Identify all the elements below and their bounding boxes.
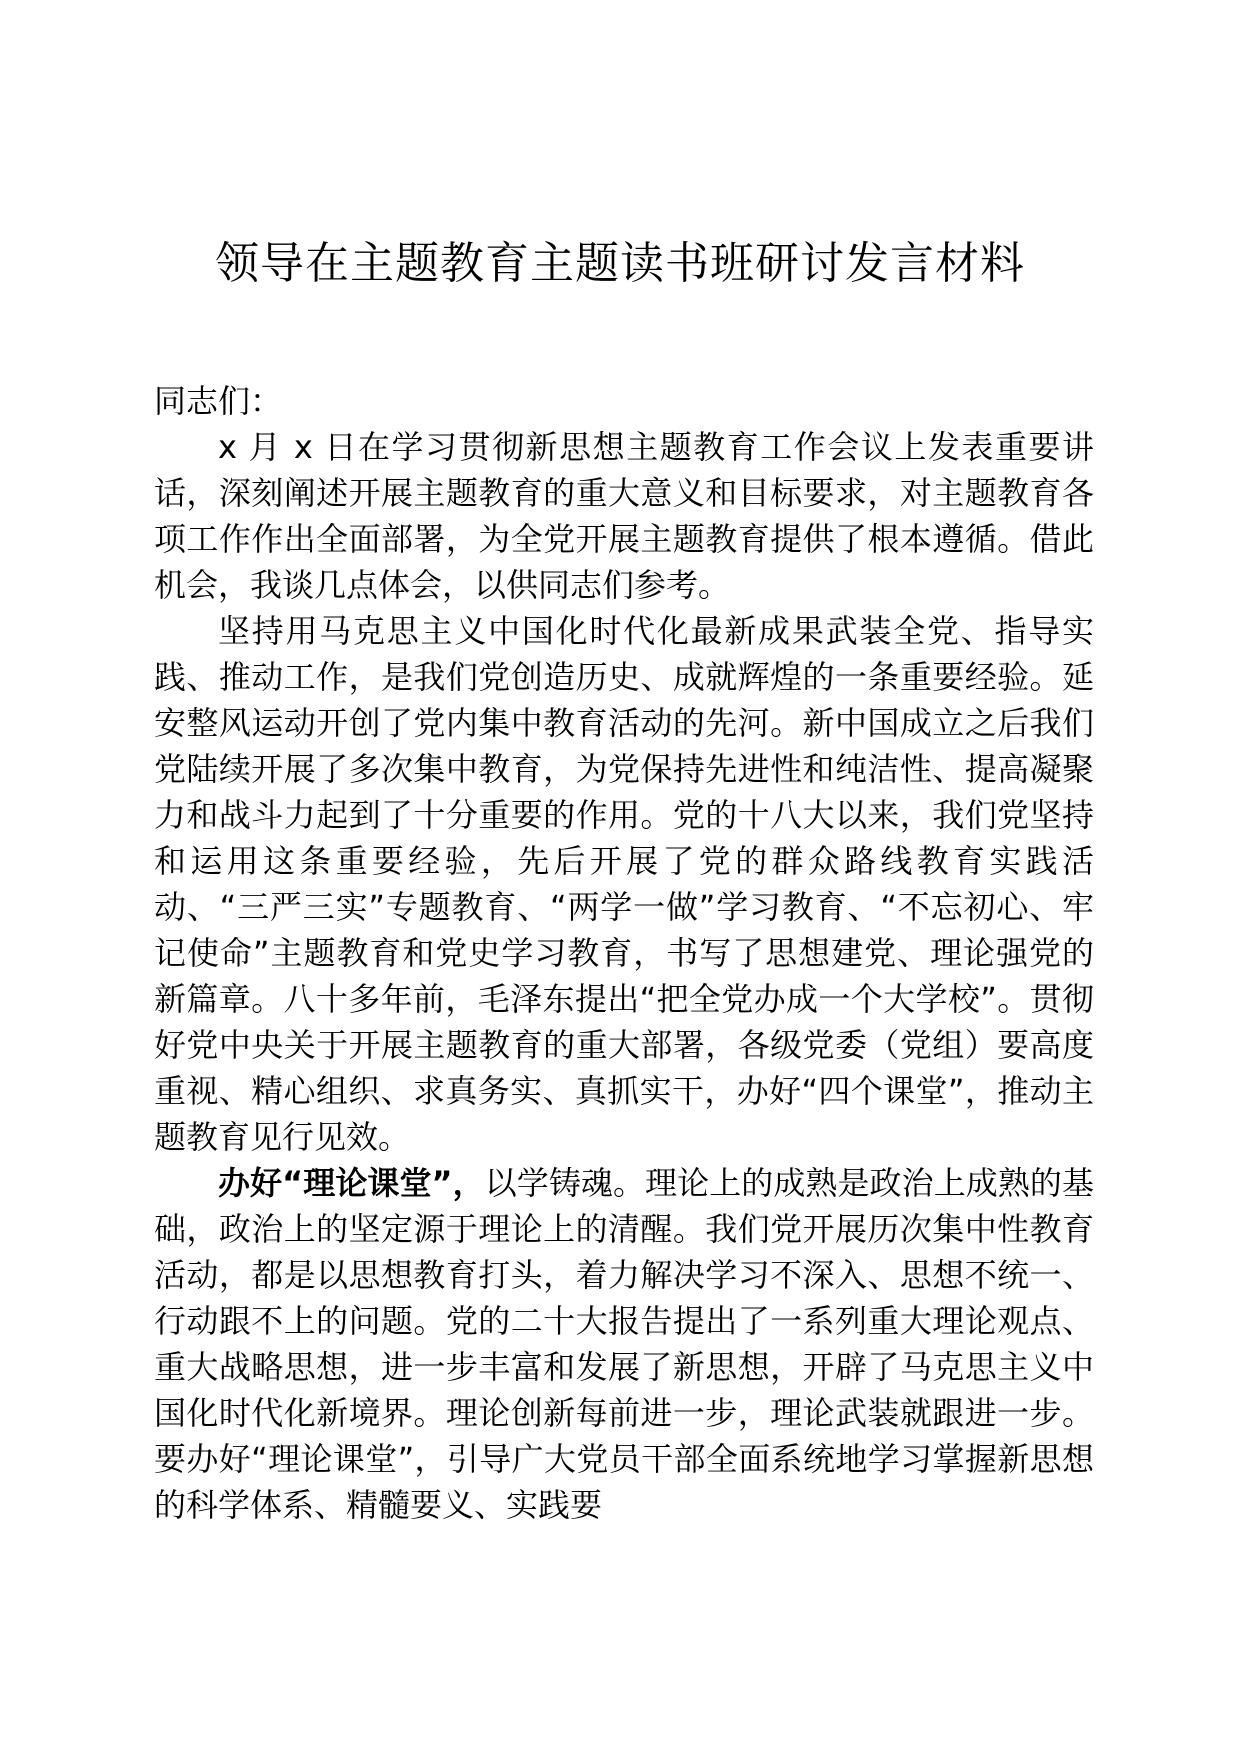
paragraph-history: [154, 608, 1094, 1160]
document-title: 领导在主题教育主题读书班研讨发言材料: [215, 238, 1025, 289]
paragraph-intro: [154, 424, 1094, 608]
paragraph-text: x 月 x 日在学习贯彻新思想主题教育工作会议上发表重要讲话，深刻阐述开展主题教育的重大意义和目标要求，对主题教育各项工作作出全面部署，为全党开展主题教育提供了根本遵循。借此机会，我谈几点体会，以供同志们参考。: [154, 428, 1094, 604]
salutation: 同志们：: [154, 382, 283, 420]
paragraph-text: 坚持用马克思主义中国化时代化最新成果武装全党、指导实践、推动工作，是我们党创造历史、成就辉煌的一条重要经验。延安整风运动开创了党内集中教育活动的先河。新中国成立之后我们党陆续开展了多次集中教育，为党保持先进性和纯洁性、提高凝聚力和战斗力起到了十分重要的作用。党的十八大以来，我们党坚持和运用这条重要经验，先后开展了党的群众路线教育实践活动、“三严三实”专题教育、“两学一做”学习教育、“不忘初心、牢记使命”主题教育和党史学习教育，书写了思想建党、理论强党的新篇章。八十多年前，毛泽东提出“把全党办成一个大学校”。贯彻好党中央关于开展主题教育的重大部署，各级党委（党组）要高度重视、精心组织、求真务实、真抓实干，办好“四个课堂”，推动主题教育见行见效。: [154, 612, 1094, 1156]
paragraph-lead-heading: 办好“理论课堂”，: [218, 1164, 485, 1202]
document-body: [154, 378, 1094, 1528]
paragraph-text: 以学铸魂。理论上的成熟是政治上成熟的基础，政治上的坚定源于理论上的清醒。我们党开展历次集中性教育活动，都是以思想教育打头，着力解决学习不深入、思想不统一、行动跟不上的问题。党的二十大报告提出了一系列重大理论观点、重大战略思想，进一步丰富和发展了新思想，开辟了马克思主义中国化时代化新境界。理论创新每前进一步，理论武装就跟进一步。要办好“理论课堂”，引导广大党员干部全面系统地学习掌握新思想的科学体系、精髓要义、实践要: [154, 1164, 1094, 1524]
paragraph-theory-classroom: [154, 1160, 1094, 1528]
